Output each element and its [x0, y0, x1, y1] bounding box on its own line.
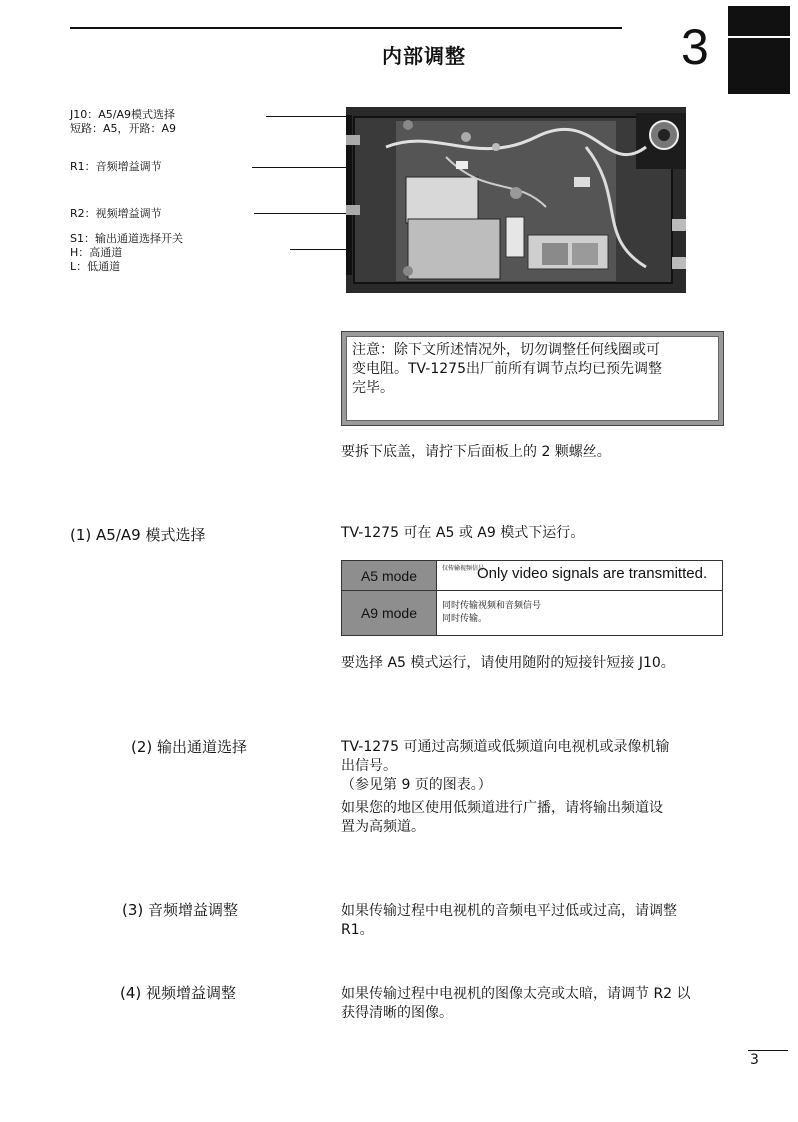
callout-s1-line1: S1：输出通道选择开关 [70, 232, 183, 245]
section4-body [341, 985, 691, 1023]
section1-text: TV-1275 可在 A5 或 A9 模式下运行。 [341, 525, 585, 541]
section2-line-5: 置为高频道。 [341, 819, 425, 835]
a9-mode-desc [437, 591, 723, 636]
section2-heading: (2) 输出通道选择 [131, 738, 248, 756]
section2-line-4: 如果您的地区使用低频道进行广播，请将输出频道设 [341, 800, 663, 816]
mode-row-a9 [342, 591, 723, 636]
callout-s1-line2: H：高通道 [70, 246, 123, 259]
notice-line-1: 注意：除下文所述情况外，切勿调整任何线圈或可 [352, 342, 660, 358]
mode-row-a5 [342, 561, 723, 591]
a9-desc-line1: 同时传输视频和音频信号 [442, 601, 542, 612]
section2-line-3: （参见第 9 页的图表。） [341, 777, 492, 793]
section3-body [341, 902, 677, 940]
footer-rule [748, 1050, 788, 1051]
section2-line-2: 出信号。 [341, 758, 397, 774]
header-rule [70, 27, 622, 29]
section3-heading: (3) 音频增益调整 [122, 901, 239, 919]
section3-line-2: R1。 [341, 922, 374, 938]
section4-line-1: 如果传输过程中电视机的图像太亮或太暗，请调节 R2 以 [341, 986, 691, 1002]
notice-line-2: 变电阻。TV-1275出厂前所有调节点均已预先调整 [352, 361, 662, 377]
a5-mode-desc [437, 561, 723, 591]
circuit-board-photo [346, 107, 686, 293]
section2-body [341, 738, 669, 837]
callout-j10-line2: 短路：A5，开路：A9 [70, 122, 177, 135]
section-tab [728, 6, 790, 94]
section-tab-line [724, 36, 794, 38]
notice-box [341, 331, 724, 426]
notice-content [346, 336, 719, 421]
page-title: 内部调整 [382, 44, 466, 68]
section2-line-1: TV-1275 可通过高频道或低频道向电视机或录像机输 [341, 739, 670, 755]
a9-mode-label: A9 mode [342, 591, 437, 636]
mode-table [341, 560, 723, 636]
section-number: 3 [681, 19, 709, 75]
section1-after: 要选择 A5 模式运行，请使用随附的短接针短接 J10。 [341, 655, 675, 671]
a5-mode-label: A5 mode [342, 561, 437, 591]
section1-heading: (1) A5/A9 模式选择 [70, 526, 206, 544]
intro-text: 要拆下底盖，请拧下后面板上的 2 颗螺丝。 [341, 444, 611, 460]
section4-line-2: 获得清晰的图像。 [341, 1005, 453, 1021]
callout-r2: R2：视频增益调节 [70, 207, 162, 220]
callout-s1-line3: L：低通道 [70, 260, 121, 273]
a9-desc-line2: 同时传输。 [442, 614, 488, 625]
a5-desc-overlay: Only video signals are transmitted. [477, 565, 708, 582]
a5-desc-small: 仅传输视频信号。 [442, 565, 491, 572]
callout-r1: R1：音频增益调节 [70, 160, 162, 173]
callout-j10-line1: J10：A5/A9模式选择 [70, 108, 175, 121]
page-number: 3 [750, 1052, 759, 1068]
section4-heading: (4) 视频增益调整 [120, 984, 237, 1002]
notice-line-3: 完毕。 [352, 380, 394, 396]
section3-line-1: 如果传输过程中电视机的音频电平过低或过高，请调整 [341, 903, 677, 919]
